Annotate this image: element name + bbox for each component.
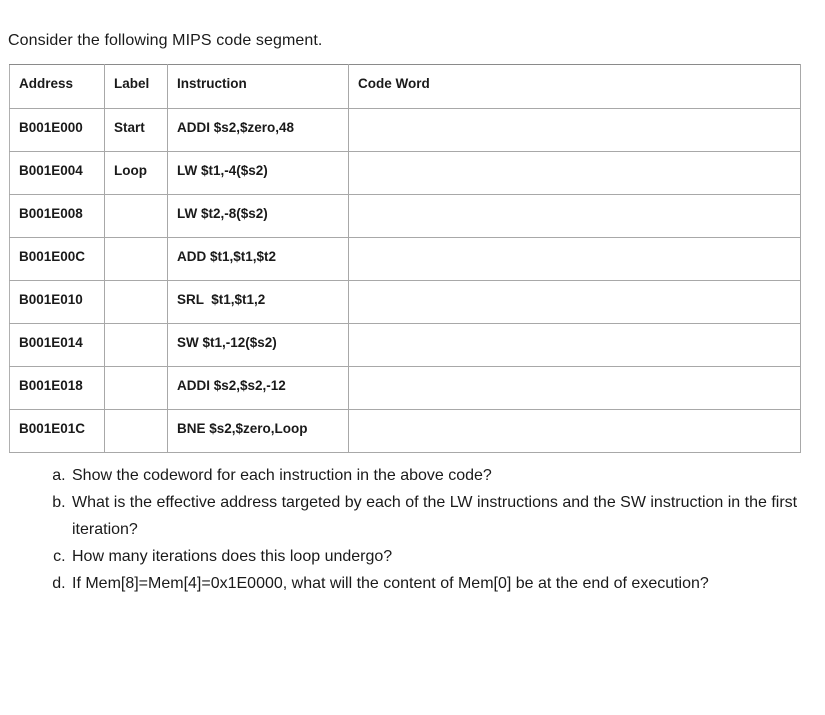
cell-code-word (349, 281, 801, 324)
cell-code-word (349, 238, 801, 281)
cell-code-word (349, 324, 801, 367)
question-d: d. If Mem[8]=Mem[4]=0x1E0000, what will the content of Mem[0] be at the end of execution? (70, 570, 825, 597)
question-b: b. What is the effective address targeted by each of the LW instructions and the SW instruction in the first iteration? (70, 489, 825, 543)
cell-address: B001E014 (10, 324, 105, 367)
cell-label (105, 281, 168, 324)
cell-address: B001E004 (10, 152, 105, 195)
mips-code-table (9, 64, 801, 453)
table-row (10, 109, 801, 152)
cell-label (105, 238, 168, 281)
question-a: a. Show the codeword for each instruction in the above code? (70, 462, 825, 489)
table-row (10, 281, 801, 324)
table-row (10, 410, 801, 453)
cell-label: Start (105, 109, 168, 152)
question-list (40, 462, 825, 597)
intro-text: Consider the following MIPS code segment. (8, 32, 323, 49)
table-row (10, 195, 801, 238)
cell-address: B001E018 (10, 367, 105, 410)
table-row (10, 152, 801, 195)
cell-label: Loop (105, 152, 168, 195)
cell-code-word (349, 195, 801, 238)
table-row (10, 324, 801, 367)
cell-code-word (349, 367, 801, 410)
cell-instruction: ADDI $s2,$s2,-12 (168, 367, 349, 410)
cell-instruction: BNE $s2,$zero,Loop (168, 410, 349, 453)
cell-instruction: LW $t1,-4($s2) (168, 152, 349, 195)
header-address: Address (10, 65, 105, 109)
table-row (10, 238, 801, 281)
question-c: c. How many iterations does this loop undergo? (70, 543, 825, 570)
cell-address: B001E010 (10, 281, 105, 324)
cell-instruction: ADDI $s2,$zero,48 (168, 109, 349, 152)
cell-instruction: SRL $t1,$t1,2 (168, 281, 349, 324)
cell-address: B001E00C (10, 238, 105, 281)
cell-code-word (349, 152, 801, 195)
cell-instruction: SW $t1,-12($s2) (168, 324, 349, 367)
header-label: Label (105, 65, 168, 109)
cell-code-word (349, 410, 801, 453)
table-header-row (10, 65, 801, 109)
cell-label (105, 324, 168, 367)
header-instruction: Instruction (168, 65, 349, 109)
cell-address: B001E01C (10, 410, 105, 453)
cell-label (105, 410, 168, 453)
table-row (10, 367, 801, 410)
cell-code-word (349, 109, 801, 152)
cell-label (105, 195, 168, 238)
cell-label (105, 367, 168, 410)
cell-address: B001E000 (10, 109, 105, 152)
cell-instruction: ADD $t1,$t1,$t2 (168, 238, 349, 281)
cell-address: B001E008 (10, 195, 105, 238)
cell-instruction: LW $t2,-8($s2) (168, 195, 349, 238)
header-code-word: Code Word (349, 65, 801, 109)
